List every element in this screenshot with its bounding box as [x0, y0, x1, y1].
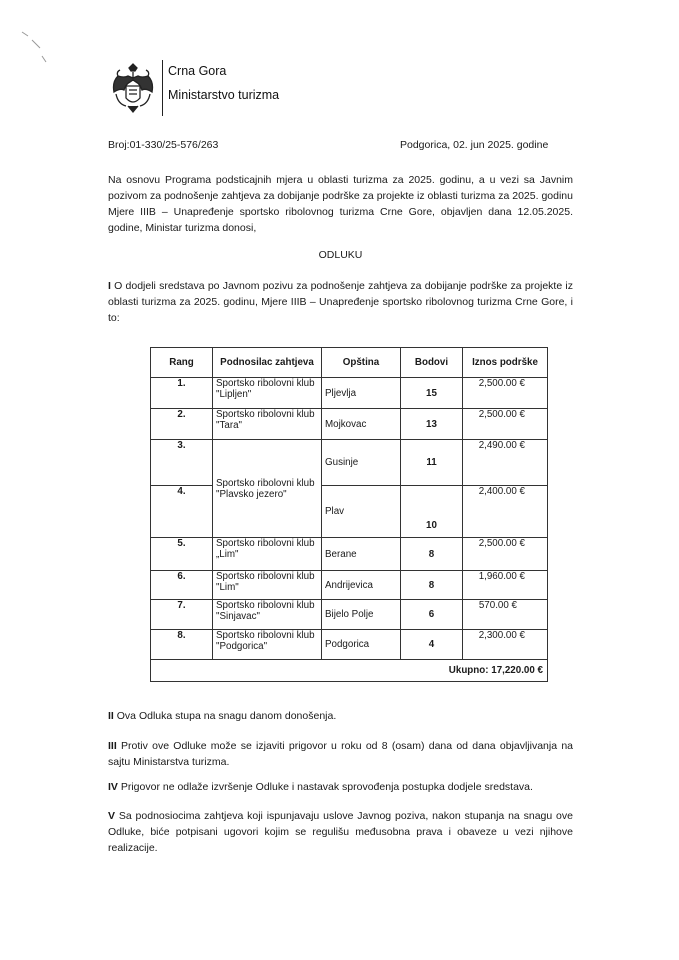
row-5-municipality: Berane — [322, 538, 401, 571]
row-1-municipality: Pljevlja — [322, 378, 401, 409]
table-total: Ukupno: 17,220.00 € — [151, 660, 548, 682]
ministry-name: Ministarstvo turizma — [168, 88, 280, 102]
header-amount: Iznos podrške — [463, 348, 548, 378]
row-3-municipality: Gusinje — [322, 440, 401, 486]
row-7-amount: 570.00 € — [463, 600, 548, 630]
section-ii-text: Ova Odluka stupa na snagu danom donošenja. — [116, 710, 337, 722]
row-2-amount: 2,500.00 € — [463, 409, 548, 440]
row-4-rank: 4. — [151, 486, 213, 538]
row-3-4-applicant: Sportsko ribolovni klub "Plavsko jezero" — [213, 440, 322, 538]
section-ii-numeral: II — [108, 710, 114, 722]
section-ii — [108, 708, 573, 724]
row-7-points: 6 — [401, 600, 463, 630]
row-6-applicant: Sportsko ribolovni klub "Lim" — [213, 571, 322, 600]
row-3-rank: 3. — [151, 440, 213, 486]
support-table — [150, 347, 548, 682]
place-date: Podgorica, 02. jun 2025. godine — [400, 139, 549, 151]
document-number: Broj:01-330/25-576/263 — [108, 139, 219, 151]
header-rank: Rang — [151, 348, 213, 378]
row-1-points: 15 — [401, 378, 463, 409]
table-row — [151, 600, 548, 630]
row-1-amount: 2,500.00 € — [463, 378, 548, 409]
row-6-points: 8 — [401, 571, 463, 600]
row-2-municipality: Mojkovac — [322, 409, 401, 440]
row-5-applicant: Sportsko ribolovni klub „Lim" — [213, 538, 322, 571]
table-total-row — [151, 660, 548, 682]
section-v-text: Sa podnosiocima zahtjeva koji ispunjavaju uslove Javnog poziva, nakon stupanja na snagu ove Odluke, biće potpisani ugovori kojim se regulišu međusobna prava i obaveze u vezi njihove realizacije. — [108, 810, 573, 854]
row-4-municipality: Plav — [322, 486, 401, 538]
coat-of-arms-logo — [108, 62, 158, 114]
section-iii-numeral: III — [108, 740, 117, 752]
intro-paragraph: Na osnovu Programa podsticajnih mjera u oblasti turizma za 2025. godinu, a u vezi sa Javnim pozivom za podnošenje zahtjeva za dobijanje podrške za projekte iz oblasti turizma za 2025. godinu Mjere IIIB – Unapređenje sportsko ribolovnog turizma Crne Gore, objavljen dana 12.05.2025. godine, Ministar turizma donosi, — [108, 174, 573, 234]
row-5-rank: 5. — [151, 538, 213, 571]
row-4-amount: 2,400.00 € — [463, 486, 548, 538]
table-row — [151, 378, 548, 409]
section-v-numeral: V — [108, 810, 116, 822]
row-2-rank: 2. — [151, 409, 213, 440]
table-row — [151, 440, 548, 486]
table-row — [151, 538, 548, 571]
section-iv — [108, 779, 573, 795]
row-8-points: 4 — [401, 630, 463, 660]
table-header-row — [151, 348, 548, 378]
section-iii — [108, 738, 573, 770]
section-iv-text: Prigovor ne odlaže izvršenje Odluke i nastavak sprovođenja postupka dodjele sredstava. — [120, 781, 533, 793]
country-name: Crna Gora — [168, 64, 227, 78]
row-7-applicant: Sportsko ribolovni klub "Sinjavac" — [213, 600, 322, 630]
table-row — [151, 571, 548, 600]
row-3-amount: 2,490.00 € — [463, 440, 548, 486]
section-i — [108, 278, 573, 326]
row-8-amount: 2,300.00 € — [463, 630, 548, 660]
row-2-applicant: Sportsko ribolovni klub "Tara" — [213, 409, 322, 440]
row-6-amount: 1,960.00 € — [463, 571, 548, 600]
row-8-municipality: Podgorica — [322, 630, 401, 660]
row-8-applicant: Sportsko ribolovni klub "Podgorica" — [213, 630, 322, 660]
header-divider — [162, 60, 163, 116]
row-5-points: 8 — [401, 538, 463, 571]
row-1-applicant: Sportsko ribolovni klub "Lipljen" — [213, 378, 322, 409]
table-row — [151, 409, 548, 440]
section-i-numeral: I — [108, 280, 111, 292]
section-iv-numeral: IV — [108, 781, 118, 793]
scan-mark — [20, 30, 48, 64]
section-i-text: O dodjeli sredstava po Javnom pozivu za podnošenje zahtjeva za dobijanje podrške za projekte iz oblasti turizma za 2025. godinu, Mjere IIIB – Unapređenje sportsko ribolovnog turizma Crne Gore, i to: — [108, 280, 573, 324]
row-3-points: 11 — [401, 440, 463, 486]
table-row — [151, 486, 548, 538]
row-4-points: 10 — [401, 486, 463, 538]
header-applicant: Podnosilac zahtjeva — [213, 348, 322, 378]
header-points: Bodovi — [401, 348, 463, 378]
row-5-amount: 2,500.00 € — [463, 538, 548, 571]
table-row — [151, 630, 548, 660]
row-8-rank: 8. — [151, 630, 213, 660]
section-v — [108, 808, 573, 856]
row-6-municipality: Andrijevica — [322, 571, 401, 600]
section-iii-text: Protiv ove Odluke može se izjaviti prigovor u roku od 8 (osam) dana od dana objavljivanja na sajtu Ministarstva turizma. — [108, 740, 573, 768]
decision-title: ODLUKU — [318, 249, 363, 261]
row-7-rank: 7. — [151, 600, 213, 630]
row-6-rank: 6. — [151, 571, 213, 600]
row-2-points: 13 — [401, 409, 463, 440]
header-municipality: Opština — [322, 348, 401, 378]
row-7-municipality: Bijelo Polje — [322, 600, 401, 630]
row-1-rank: 1. — [151, 378, 213, 409]
